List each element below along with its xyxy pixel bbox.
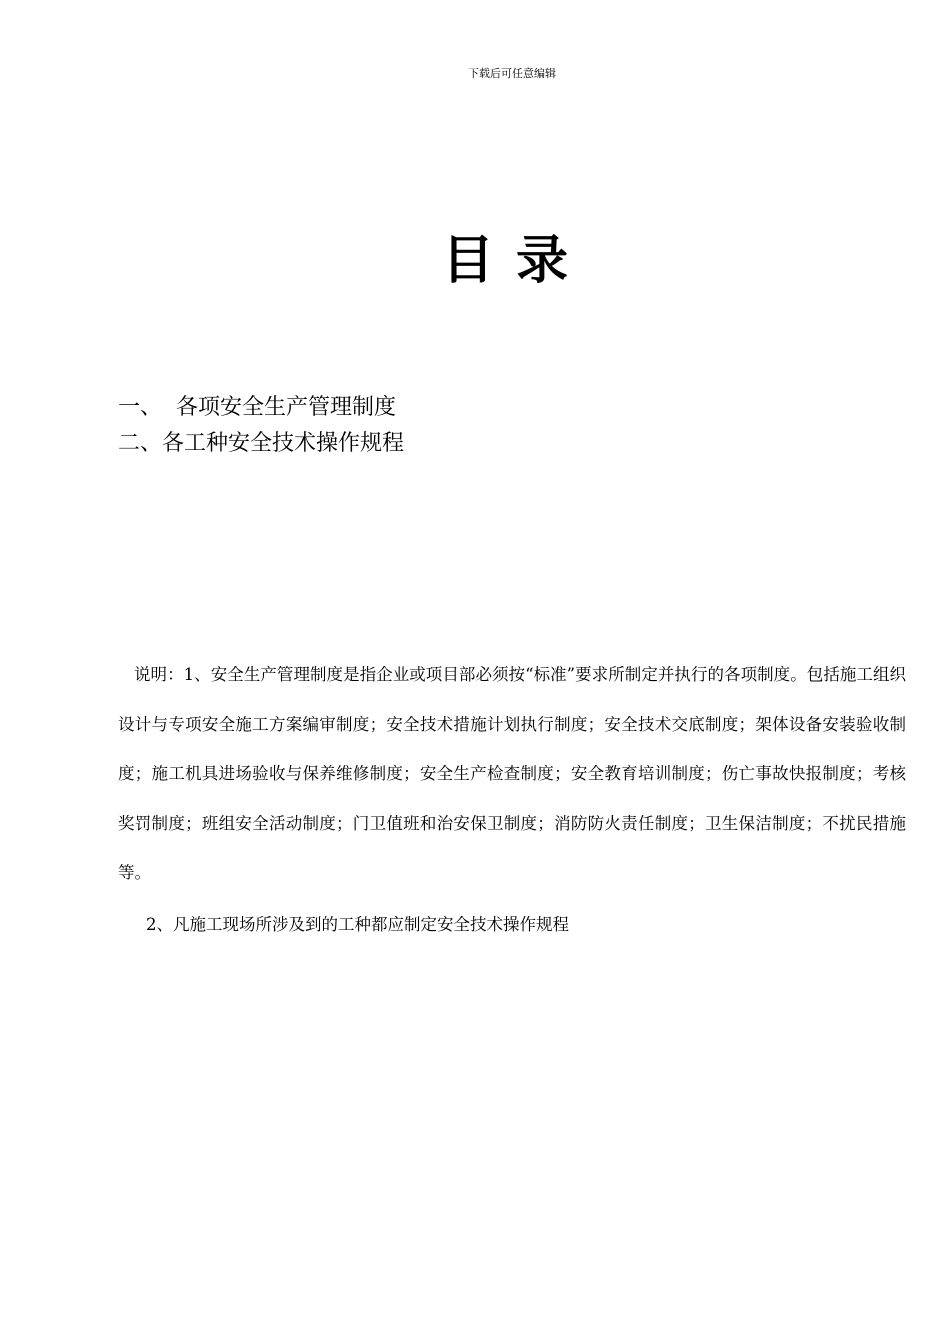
toc-item-number: 二、 <box>118 431 163 456</box>
toc-item-1 <box>118 390 878 426</box>
header-note: 下载后可任意编辑 <box>468 67 556 80</box>
toc-item-2 <box>118 426 878 462</box>
toc-item-number: 一、 <box>118 395 163 420</box>
toc-item-label: 各工种安全技术操作规程 <box>162 431 405 456</box>
notes-section <box>118 650 906 949</box>
note-paragraph-2: 2、凡施工现场所涉及到的工种都应制定安全技术操作规程 <box>146 914 569 934</box>
page-title: 目录 <box>441 231 590 291</box>
table-of-contents <box>118 390 878 462</box>
note-paragraph-1: 说明：1、安全生产管理制度是指企业或项目部必须按“标准”要求所制定并执行的各项制度。包括施工组织设计与专项安全施工方案编审制度；安全技术措施计划执行制度；安全技术交底制度；架体设备安装验收制度；施工机具进场验收与保养维修制度；安全生产检查制度；安全教育培训制度；伤亡事故快报制度；考核奖罚制度；班组安全活动制度；门卫值班和治安保卫制度；消防防火责任制度；卫生保洁制度；不扰民措施等。 <box>118 665 906 882</box>
toc-item-label: 各项安全生产管理制度 <box>176 395 397 420</box>
